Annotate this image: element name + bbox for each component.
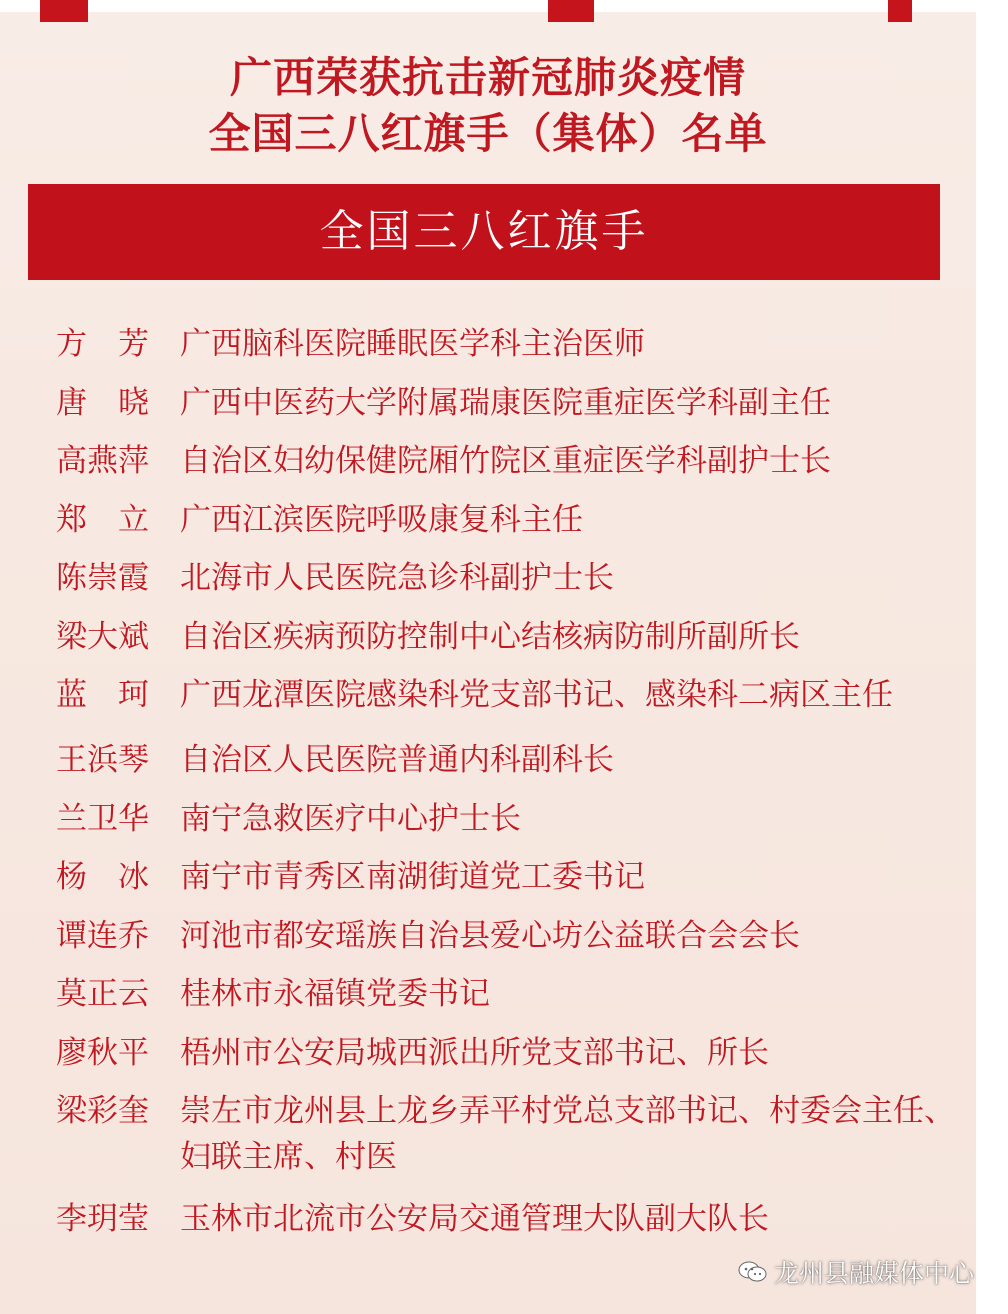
honoree-name: 唐 晓	[56, 384, 149, 421]
honoree-title: 广西龙潭医院感染科党支部书记、感染科二病区主任	[180, 677, 893, 713]
honoree-list	[56, 318, 956, 1252]
honoree-name: 廖秋平	[56, 1034, 149, 1071]
honoree-name: 谭连乔	[56, 917, 149, 954]
honoree-title: 自治区疾病预防控制中心结核病防制所副所长	[180, 618, 800, 655]
honoree-title: 自治区妇幼保健院厢竹院区重症医学科副护士长	[180, 443, 831, 479]
honoree-name: 杨 冰	[56, 859, 149, 895]
list-item	[56, 1085, 956, 1180]
honoree-title: 桂林市永福镇党委书记	[180, 976, 490, 1012]
list-item	[56, 793, 956, 845]
honoree-title: 河池市都安瑶族自治县爱心坊公益联合会会长	[180, 917, 800, 954]
list-item	[56, 669, 956, 721]
list-item	[56, 968, 956, 1020]
list-item	[56, 552, 956, 604]
list-item	[56, 494, 956, 546]
honoree-name: 郑 立	[56, 501, 149, 538]
list-item	[56, 611, 956, 663]
honoree-title: 玉林市北流市公安局交通管理大队副大队长	[180, 1201, 769, 1237]
watermark	[738, 1248, 974, 1296]
honoree-title: 南宁急救医疗中心护士长	[180, 800, 521, 837]
wechat-icon	[738, 1260, 768, 1284]
honoree-title: 广西中医药大学附属瑞康医院重症医学科副主任	[180, 384, 831, 421]
honoree-name: 王浜琴	[56, 742, 149, 778]
honoree-title: 崇左市龙州县上龙乡弄平村党总支部书记、村委会主任、妇联主席、村医	[180, 1093, 955, 1175]
honoree-name: 梁彩奎	[56, 1093, 149, 1129]
list-item	[56, 435, 956, 487]
list-item	[56, 318, 956, 370]
honoree-title: 广西江滨医院呼吸康复科主任	[180, 501, 583, 538]
honoree-title: 南宁市青秀区南湖街道党工委书记	[180, 859, 645, 895]
top-decoration-center	[548, 0, 594, 22]
list-item	[56, 377, 956, 429]
list-item	[56, 851, 956, 903]
right-margin	[976, 0, 1008, 1314]
list-item	[56, 1193, 956, 1245]
honoree-name: 蓝 珂	[56, 677, 149, 713]
list-item	[56, 734, 956, 786]
honoree-name: 兰卫华	[56, 800, 149, 837]
honoree-title: 梧州市公安局城西派出所党支部书记、所长	[180, 1034, 769, 1071]
section-banner: 全国三八红旗手	[28, 184, 940, 280]
honoree-name: 莫正云	[56, 976, 149, 1012]
top-decoration-left	[40, 0, 88, 22]
page-title-line1: 广西荣获抗击新冠肺炎疫情	[229, 53, 746, 102]
honoree-title: 广西脑科医院睡眠医学科主治医师	[180, 326, 645, 362]
honoree-name: 高燕萍	[56, 443, 149, 479]
top-band	[0, 0, 976, 12]
honoree-title: 自治区人民医院普通内科副科长	[180, 742, 614, 778]
honoree-title: 北海市人民医院急诊科副护士长	[180, 560, 614, 596]
honoree-name: 方 芳	[56, 326, 149, 362]
watermark-text: 龙州县融媒体中心	[774, 1259, 975, 1288]
honoree-name: 李玥莹	[56, 1201, 149, 1237]
page-title-line2: 全国三八红旗手（集体）名单	[208, 109, 768, 158]
honoree-name: 梁大斌	[56, 618, 149, 655]
list-item	[56, 910, 956, 962]
list-item	[56, 1027, 956, 1079]
top-decoration-right	[888, 0, 912, 22]
honoree-name: 陈崇霞	[56, 560, 149, 596]
